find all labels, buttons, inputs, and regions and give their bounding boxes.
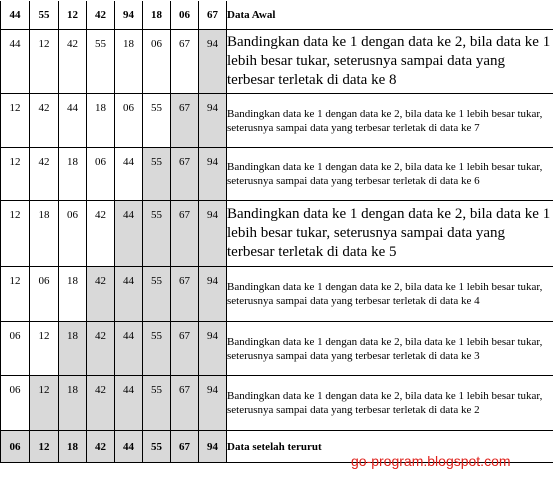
value-cell: 55: [143, 431, 171, 463]
value-cell: 44: [115, 322, 143, 376]
value-cell: 94: [199, 201, 227, 267]
value-cell: 55: [30, 1, 59, 30]
value-cell: 44: [1, 1, 30, 30]
value-cell: 94: [199, 148, 227, 201]
value-cell: 94: [199, 376, 227, 431]
value-cell: 67: [171, 322, 199, 376]
step-row: [1, 201, 553, 267]
value-cell: 18: [143, 1, 171, 30]
value-cell: 18: [59, 267, 87, 322]
value-cell: 55: [143, 201, 171, 267]
value-cell: 67: [171, 431, 199, 463]
value-cell: 55: [143, 322, 171, 376]
value-cell: 18: [115, 30, 143, 94]
step-description: Bandingkan data ke 1 dengan data ke 2, bila data ke 1 lebih besar tukar, seterusnya sampai data yang terbesar terletak di data ke 2: [227, 376, 553, 431]
value-cell: 55: [143, 148, 171, 201]
step-description: Bandingkan data ke 1 dengan data ke 2, bila data ke 1 lebih besar tukar, seterusnya sampai data yang terbesar terletak di data ke 3: [227, 322, 553, 376]
value-cell: 18: [30, 201, 59, 267]
value-cell: 18: [59, 322, 87, 376]
step-row: [1, 322, 553, 376]
step-row: [1, 30, 553, 94]
value-cell: 67: [171, 30, 199, 94]
value-cell: 44: [115, 148, 143, 201]
step-description: Bandingkan data ke 1 dengan data ke 2, bila data ke 1 lebih besar tukar, seterusnya sampai data yang terbesar terletak di data ke 7: [227, 94, 553, 148]
value-cell: 42: [59, 30, 87, 94]
value-cell: 42: [30, 94, 59, 148]
value-cell: 44: [115, 431, 143, 463]
row-label: Data setelah terurut: [227, 431, 553, 463]
step-row: [1, 267, 553, 322]
header-row: [1, 1, 553, 30]
value-cell: 18: [87, 94, 115, 148]
value-cell: 06: [59, 201, 87, 267]
value-cell: 12: [1, 148, 30, 201]
value-cell: 44: [59, 94, 87, 148]
value-cell: 12: [30, 431, 59, 463]
value-cell: 06: [1, 322, 30, 376]
value-cell: 67: [171, 267, 199, 322]
value-cell: 12: [1, 201, 30, 267]
value-cell: 67: [171, 148, 199, 201]
value-cell: 94: [199, 94, 227, 148]
step-row: [1, 94, 553, 148]
step-row: [1, 148, 553, 201]
value-cell: 44: [115, 376, 143, 431]
value-cell: 44: [1, 30, 30, 94]
value-cell: 06: [115, 94, 143, 148]
value-cell: 44: [115, 267, 143, 322]
step-description: Bandingkan data ke 1 dengan data ke 2, bila data ke 1 lebih besar tukar, seterusnya sampai data yang terbesar terletak di data ke 6: [227, 148, 553, 201]
value-cell: 67: [171, 201, 199, 267]
value-cell: 12: [1, 94, 30, 148]
value-cell: 55: [143, 94, 171, 148]
value-cell: 67: [171, 376, 199, 431]
step-description: Bandingkan data ke 1 dengan data ke 2, bila data ke 1 lebih besar tukar, seterusnya sampai data yang terbesar terletak di data ke 4: [227, 267, 553, 322]
value-cell: 94: [115, 1, 143, 30]
value-cell: 06: [30, 267, 59, 322]
value-cell: 42: [87, 322, 115, 376]
step-description: Bandingkan data ke 1 dengan data ke 2, bila data ke 1 lebih besar tukar, seterusnya sampai data yang terbesar terletak di data ke 5: [227, 201, 553, 267]
value-cell: 42: [87, 201, 115, 267]
value-cell: 94: [199, 267, 227, 322]
value-cell: 06: [87, 148, 115, 201]
row-label: Data Awal: [227, 1, 553, 30]
step-description: Bandingkan data ke 1 dengan data ke 2, bila data ke 1 lebih besar tukar, seterusnya sampai data yang terbesar terletak di data ke 8: [227, 30, 553, 94]
value-cell: 18: [59, 431, 87, 463]
value-cell: 42: [87, 431, 115, 463]
value-cell: 12: [59, 1, 87, 30]
value-cell: 06: [171, 1, 199, 30]
value-cell: 06: [143, 30, 171, 94]
value-cell: 12: [1, 267, 30, 322]
value-cell: 94: [199, 30, 227, 94]
value-cell: 94: [199, 431, 227, 463]
watermark-text: go-program.blogspot.com: [351, 453, 511, 469]
value-cell: 18: [59, 148, 87, 201]
value-cell: 42: [87, 1, 115, 30]
value-cell: 42: [30, 148, 59, 201]
step-row: [1, 376, 553, 431]
value-cell: 42: [87, 376, 115, 431]
value-cell: 06: [1, 376, 30, 431]
value-cell: 12: [30, 30, 59, 94]
value-cell: 55: [143, 267, 171, 322]
table-body: [1, 1, 553, 463]
value-cell: 44: [115, 201, 143, 267]
value-cell: 18: [59, 376, 87, 431]
value-cell: 06: [1, 431, 30, 463]
value-cell: 42: [87, 267, 115, 322]
value-cell: 67: [171, 94, 199, 148]
value-cell: 12: [30, 322, 59, 376]
value-cell: 12: [30, 376, 59, 431]
value-cell: 67: [199, 1, 227, 30]
value-cell: 55: [87, 30, 115, 94]
value-cell: 94: [199, 322, 227, 376]
value-cell: 55: [143, 376, 171, 431]
